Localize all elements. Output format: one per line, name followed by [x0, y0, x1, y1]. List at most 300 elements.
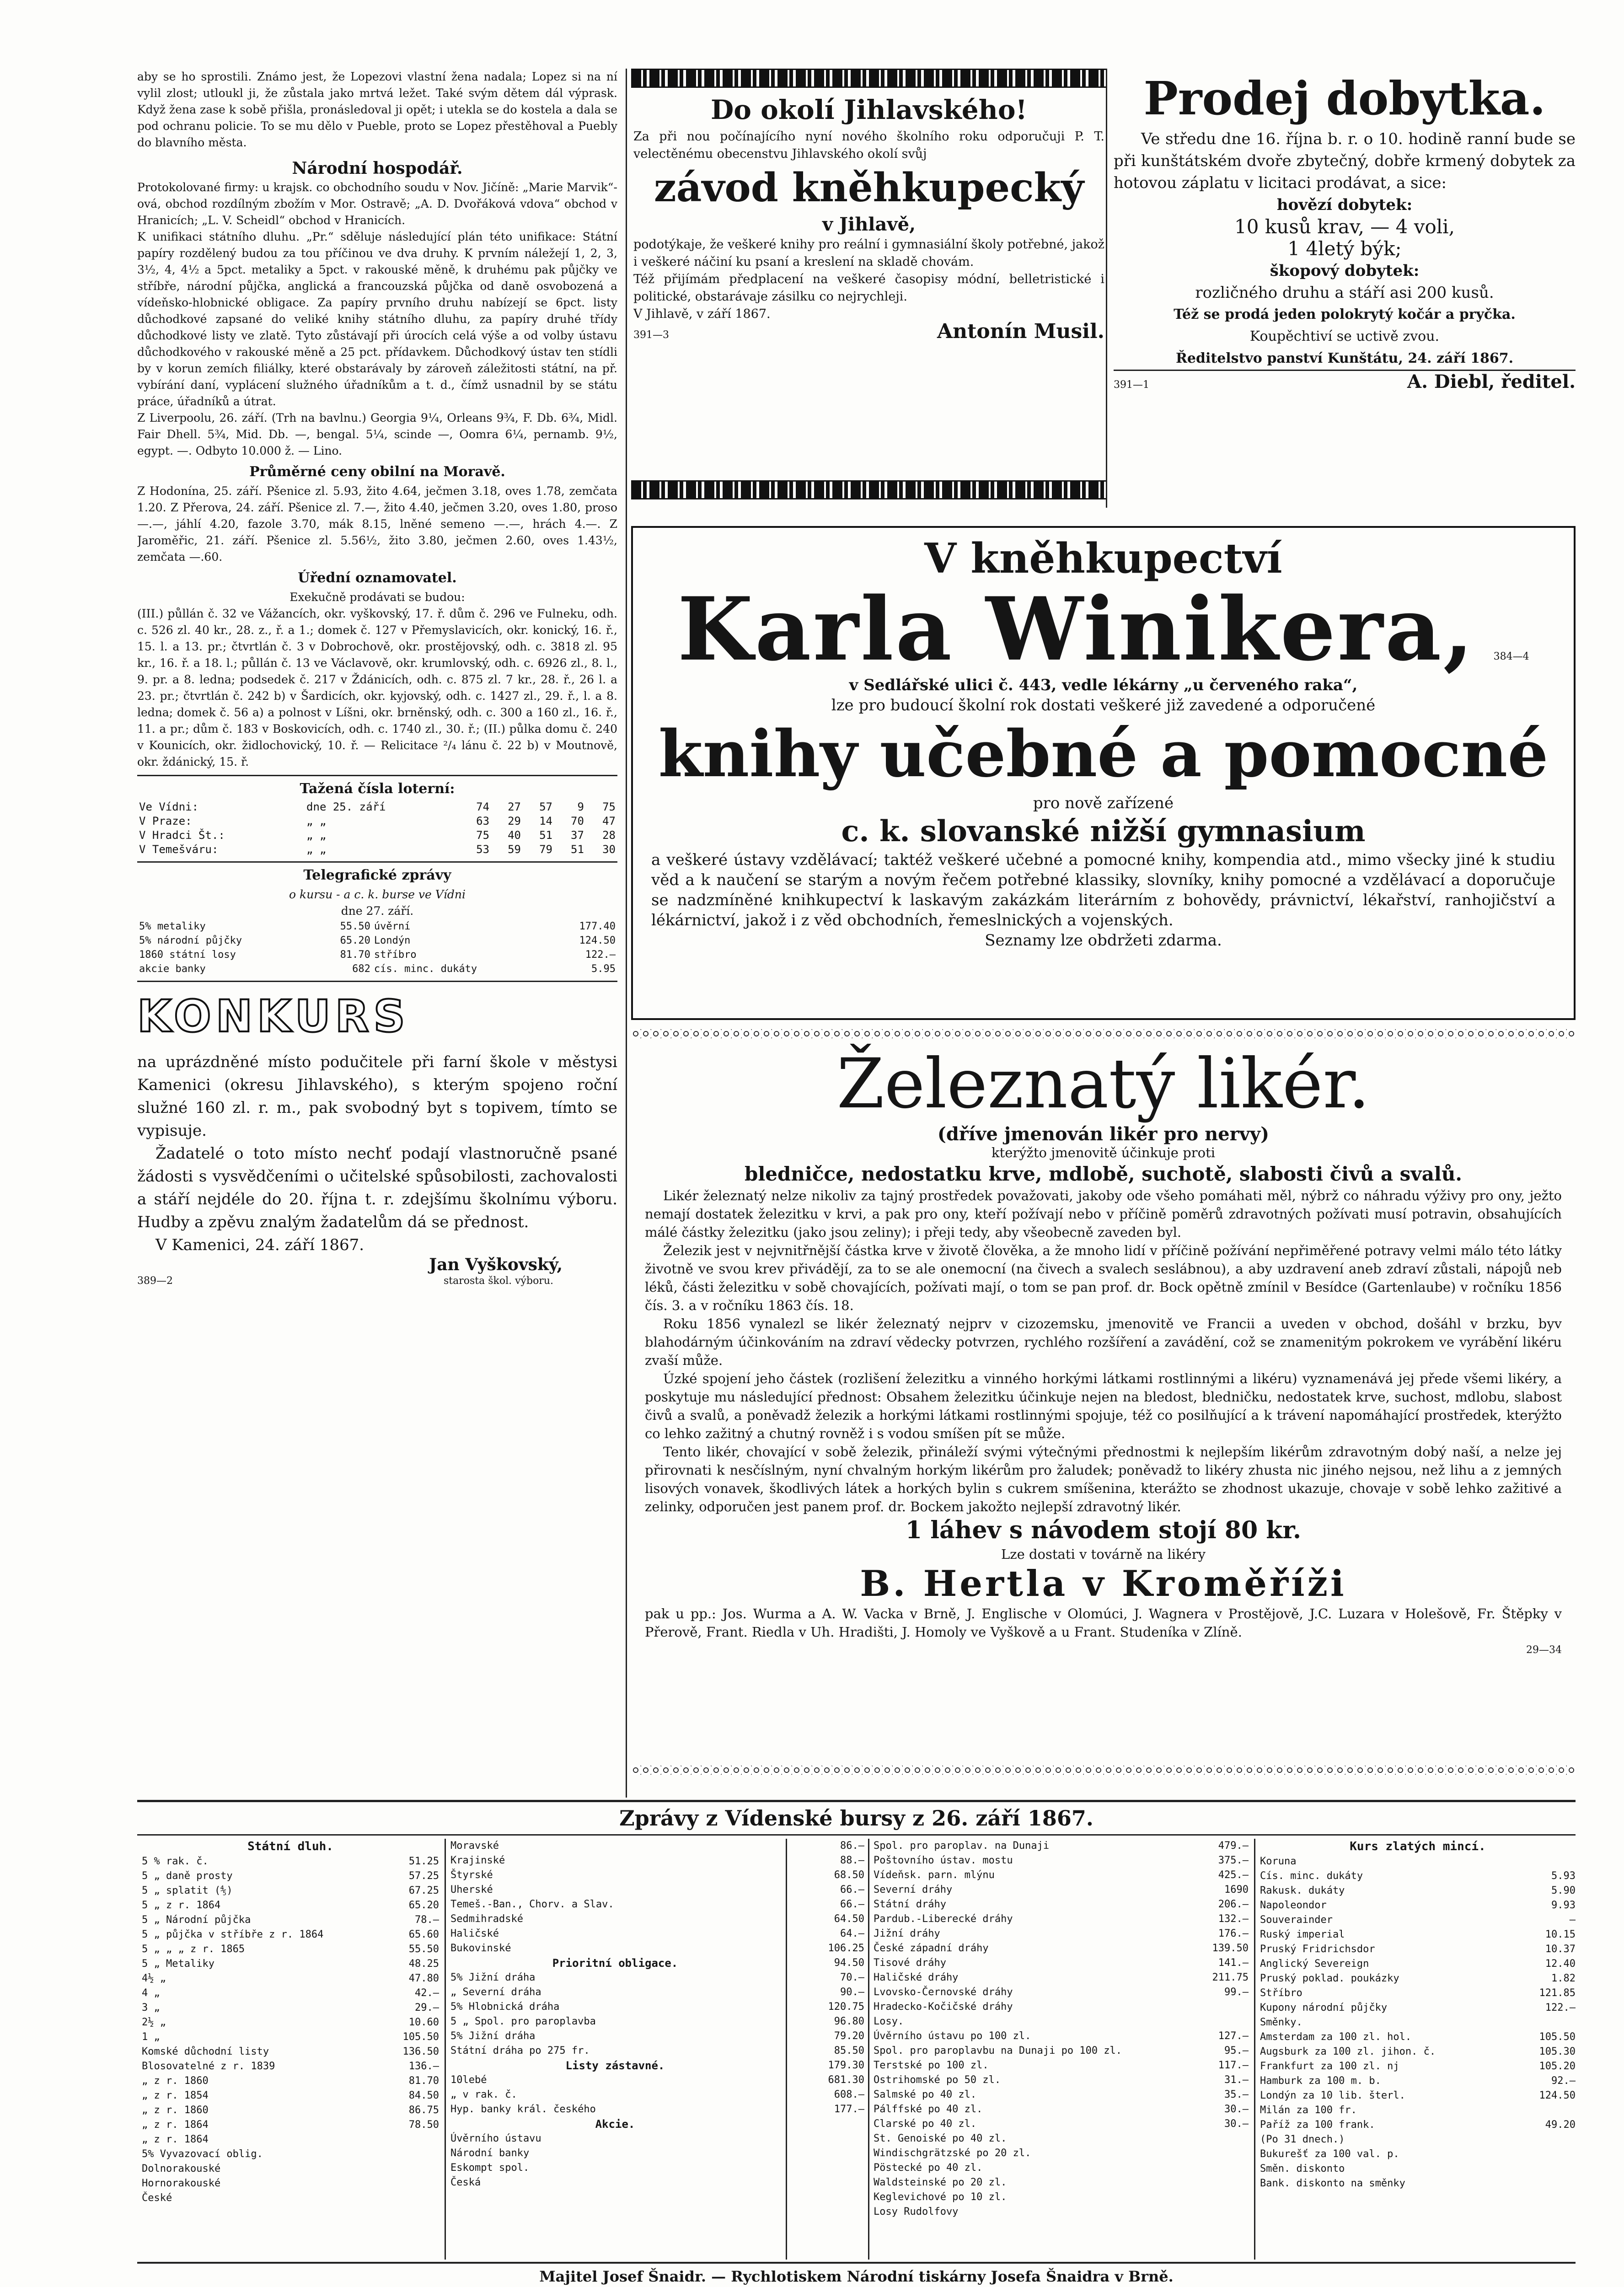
bursa-c4-value: 176.— — [1218, 1928, 1249, 1939]
bursa-c5-value: 5.93 — [1551, 1870, 1576, 1882]
bursa-c1-label: 5 „ daně prosty — [142, 1870, 233, 1882]
bursa-c4-label: Haličské dráhy — [874, 1972, 959, 1983]
bursa-row — [1260, 2001, 1576, 2015]
bursa-c3-value: 120.75 — [828, 2001, 864, 2013]
bursa-c2-row: Státní dráha po 275 fr. — [450, 2045, 590, 2056]
loterie-cell: 47 — [602, 815, 616, 827]
bursa-c2-row: 5% Hlobnická dráha — [450, 2001, 560, 2013]
bursa-c1-value: 57.25 — [408, 1870, 439, 1882]
bursa-c1-value: 81.70 — [408, 2075, 439, 2087]
bursa-row — [874, 1927, 1249, 1941]
liker-sold: Lze dostati v továrně na likéry — [1001, 1546, 1206, 1562]
liker-sub1: (dříve jmenován likér pro nervy) — [937, 1123, 1270, 1145]
bursa-c1-label: 5 „ Metaliky — [142, 1958, 214, 1970]
bursa-col-4 — [874, 1839, 1249, 2260]
telegraf-date: dne 27. září. — [341, 904, 414, 918]
bursa-c5-label: Směn. diskonto — [1260, 2163, 1345, 2174]
telegraf-cell: 682 — [352, 963, 370, 975]
bursa-row — [142, 1986, 439, 2001]
bursa-row — [874, 1897, 1249, 1912]
bursa-c5-label: Hamburk za 100 m. b. — [1260, 2075, 1381, 2087]
winiker-sub: pro nově zařízené — [1033, 794, 1174, 812]
bursa-c4-label: Terstské po 100 zl. — [874, 2060, 989, 2071]
bursa-c2-row: Temeš.-Ban., Chorv. a Slav. — [450, 1899, 614, 1910]
telegraf-row — [137, 948, 617, 962]
liker-sub2: kterýžto jmenovitě účinkuje proti — [991, 1145, 1216, 1160]
bursa-c1-value: 47.80 — [408, 1973, 439, 1984]
bursa-c5-label: Koruna — [1260, 1856, 1297, 1867]
bursa-rule-top — [137, 1800, 1576, 1802]
bursa-col-1 — [142, 1839, 439, 2260]
bursa-c2-row: Úvěrního ústavu — [450, 2133, 541, 2144]
bursa-row — [874, 2058, 1249, 2073]
bursa-row — [142, 1971, 439, 1986]
loterie-cell: 74 — [476, 800, 490, 813]
loterie-cell: 75 — [476, 829, 490, 842]
jihlava-p3: Též přijímám předplacení na veškeré časopisy módní, belletristické i politické, obstarávaje zásilku co nejrychleji. — [633, 272, 1104, 304]
bursa-c4-label: Salmské po 40 zl. — [874, 2089, 977, 2100]
bursa-row — [142, 2001, 439, 2015]
ornament-wave-top — [631, 1029, 1576, 1038]
konkurs-number: 389—2 — [137, 1275, 173, 1287]
bursa-c5-value: 105.50 — [1539, 2031, 1576, 2043]
liker-p1: Likér železnatý nelze nikoliv za tajný prostředek považovati, jakoby ode všeho pomáhati měl, nýbrž co náhradu výživy pro ony, ježto nemají dostatek železitku v krvi, a pak pro ony, kteří požívají nebo v příčině poměrů zdravotných požívati musí potravin, obsahujících málé částky železitku (jako jsou zeliny); i přeji tedy, aby všeobecně zaveden byl. — [645, 1188, 1562, 1240]
bursa-c4-label: Hradecko-Kočičské dráhy — [874, 2001, 1013, 2013]
bursa-c1-label: „ z r. 1864 — [142, 2134, 209, 2145]
bursa-c1-label: Blosovatelné z r. 1839 — [142, 2061, 275, 2072]
bursa-c5-value: 1.82 — [1551, 1973, 1576, 1984]
bursa-c5-value: — — [1569, 1914, 1576, 1926]
dobytek-p4: Ředitelstvo panství Kunštátu, 24. září 1867. — [1175, 350, 1514, 366]
bursa-c1-value: 105.50 — [402, 2031, 439, 2043]
loterie-row — [137, 814, 617, 828]
bursa-row — [874, 1912, 1249, 1927]
dobytek-h2: škopový dobytek: — [1270, 262, 1420, 280]
bursa-row — [874, 2205, 1249, 2219]
bursa-c4-label: Jižní dráhy — [874, 1928, 940, 1939]
loterie-cell: 59 — [508, 843, 521, 856]
bursa-c1-value: 136.50 — [402, 2046, 439, 2057]
bursa-c3-value: 608.— — [834, 2089, 864, 2100]
bursa-row — [874, 2000, 1249, 2014]
bursa-c3-value: 68.50 — [834, 1869, 864, 1881]
ornament-wave-bottom — [631, 1766, 1576, 1775]
bursa-c2-row: Hyp. banky král. českého — [450, 2104, 596, 2115]
bursa-rule-mid — [137, 1834, 1576, 1836]
bursa-c5-label: Paříž za 100 frank. — [1260, 2119, 1375, 2131]
loterie-cell: 57 — [539, 800, 552, 813]
bursa-c1-label: 5 „ půjčka v stříbře z r. 1864 — [142, 1929, 324, 1940]
bursa-row — [1260, 1884, 1576, 1898]
bursa-title: Zprávy z Vídenské bursy z 26. září 1867. — [619, 1806, 1093, 1831]
bursa-row — [874, 1956, 1249, 1970]
loterie-cell: 28 — [602, 829, 616, 842]
loterie-cell: 30 — [602, 843, 616, 856]
loterie-cell: „ „ — [306, 815, 327, 827]
liker-sub3: bledničce, nedostatku krve, mdlobě, suchotě, slabosti čivů a svalů. — [744, 1163, 1463, 1185]
loterie-cell: 29 — [508, 815, 521, 827]
telegraf-cell: 177.40 — [579, 921, 616, 932]
jihlava-city: v Jihlavě, — [822, 214, 916, 235]
bursa-c2-row: Národní banky — [450, 2147, 530, 2159]
bursa-c5-label: Ruský imperial — [1260, 1929, 1345, 1940]
loterie-cell: 70 — [571, 815, 584, 827]
bursa-c2-row: 10lebé — [450, 2074, 487, 2086]
jihlava-big: závod kněhkupecký — [654, 165, 1084, 211]
bursa-c5-value: 5.90 — [1551, 1885, 1576, 1896]
bursa-row — [142, 1942, 439, 1957]
bursa-c1-value: 78.— — [415, 1914, 439, 1926]
liker-number: 29—34 — [1526, 1644, 1562, 1656]
bursa-row — [874, 2117, 1249, 2131]
bursa-c4-label: Waldsteinské po 20 zl. — [874, 2177, 1007, 2188]
dobytek-ad — [1114, 69, 1576, 508]
telegraf-cell: 81.70 — [340, 949, 370, 961]
bursa-row — [874, 1853, 1249, 1868]
dobytek-number: 391—1 — [1114, 379, 1149, 391]
bursa-c1-label: 4½ „ — [142, 1973, 166, 1984]
bursa-col-5 — [1260, 1839, 1576, 2260]
bursa-c4-label: Losy Rudolfovy — [874, 2206, 959, 2217]
telegraf-cell: 5% metaliky — [139, 921, 206, 932]
bursa-row — [142, 2162, 439, 2176]
bursa-c1-title: Státní dluh. — [247, 1840, 333, 1853]
bursa-c3-value: 90.— — [840, 1986, 864, 1998]
bursa-c3-value: 106.25 — [828, 1943, 864, 1954]
bursa-c1-label: 5 % rak. č. — [142, 1856, 209, 1867]
bursa-c1-value: 10.60 — [408, 2017, 439, 2028]
bursa-c2-akcie-title: Akcie. — [595, 2118, 635, 2131]
left-column — [137, 69, 617, 1798]
bursa-c1-value: 65.60 — [408, 1929, 439, 1940]
bursa-c4-label: Severní dráhy — [874, 1884, 953, 1895]
telegraf-cell: cís. minc. dukáty — [374, 963, 477, 975]
bursa-c5-label: Amsterdam za 100 zl. hol. — [1260, 2031, 1412, 2043]
konkurs-p1: na uprázdněné místo podučitele při farní škole v městysi Kamenici (okresu Jihlavského), s kterým spojeno roční služné 160 zl. r. m., pak svobodný byt s topivem, tímto se vypisuje. — [137, 1053, 617, 1140]
bursa-c1-label: 5 „ Národní půjčka — [142, 1914, 251, 1926]
loterie-cell: 40 — [508, 829, 521, 842]
bursa-row — [142, 2059, 439, 2074]
winiker-number: 384—4 — [1493, 651, 1529, 662]
bursa-row — [142, 2176, 439, 2191]
bursa-c1-value: 48.25 — [408, 1958, 439, 1970]
bursa-c4-value: 30.— — [1224, 2104, 1249, 2115]
bursa-row — [874, 1839, 1249, 1853]
hospodar-title: Národní hospodář. — [292, 159, 463, 178]
loterie-cell: 79 — [539, 843, 552, 856]
bursa-c5-label: Kupony národní půjčky — [1260, 2002, 1388, 2013]
bursa-c5-value: 49.20 — [1545, 2119, 1576, 2131]
loterie-cell: V Temešváru: — [139, 843, 219, 856]
bursa-c3-value: 96.80 — [834, 2016, 864, 2027]
bursa-c4-value: 141.— — [1218, 1957, 1249, 1969]
column-rule-mid — [1106, 69, 1107, 508]
bursa-rule-4 — [1254, 1839, 1255, 2260]
bursa-row — [874, 2146, 1249, 2161]
bursa-row — [874, 1883, 1249, 1897]
bursa-c2-row: Česká — [450, 2177, 481, 2188]
bursa-c2-row: Eskompt spol. — [450, 2162, 530, 2174]
liker-p5: Tento likér, chovající v sobě železik, přináleží svými výtečnými přednostmi k nejlepším likérům zdravotným dobý naší, a nelze jej přirovnati k nesčíslným, nyní chvalným horkým likérům pro žaludek; poněvadž to likéry zhusta nic jiného nejsou, než lihu a z jemných lisových vonavek, škodlivých látek a horkých bylin s cukrem smíšenina, kterážto se zhodnost ukazuje, chovaje v sobě lehko zažitivé a zelinky, odporučen jest panem prof. dr. Bockem jakožto nejlepší zdravotný likér. — [645, 1444, 1562, 1514]
telegraf-row — [137, 919, 617, 934]
bursa-row — [1260, 2030, 1576, 2045]
bursa-c1-value: 51.25 — [408, 1856, 439, 1867]
bursa-row — [874, 2014, 1249, 2029]
liker-p2: Železik jest v nejvnitřnější částka krve v životě člověka, a že mnoho lidí v příčině požívání nepřiměřené potravy velmi málo této látky životně ve svou krev přivádějí, za to se ale onemocní (na čivech a svalech seslábnou), a aby uzdravení aneb zdraví zůstali, nápojů neb léků, části železitku v sobě chovajících, požívati mají, o tom se pan prof. dr. Bock opětně zmínil v Besídce (Gartenlaube) v ročníku 1856 čís. 3. a v ročníku 1863 čís. 18. — [645, 1243, 1562, 1313]
bursa-c4-label: Losy. — [874, 2016, 904, 2027]
loterie-cell: 37 — [571, 829, 584, 842]
bursa-c2-row: Haličské — [450, 1928, 499, 1939]
liker-p4: Úzké spojení jeho částek (rozlišení železitku a vinného horkými látkami rostlinnými a likéru) vyznamenává jej přede všemi likéry, a poskytuje mu následující přednost: Obsahem železitku účinkuje nejen na bledost, bledničku, nedostatek krve, suchost, mdlobu, slabost čivů a svalů, a poněvadž železik a horkými látkami rostlinnými spojuje, též co posilňující a k trávení napomáhající prostředek, kterýžto co lehko zažitný a chutný rovněž i s vodou smíšen pít se může. — [645, 1371, 1562, 1441]
loterie-cell: dne 25. září — [306, 800, 386, 813]
bursa-c5-label: Rakusk. dukáty — [1260, 1885, 1345, 1896]
bursa-c4-label: Lvovsko-Černovské dráhy — [874, 1986, 1013, 1998]
winiker-l1: V kněhkupectví — [924, 534, 1282, 583]
bursa-c4-value: 99.— — [1224, 1986, 1249, 1998]
bursa-c2-row: 5% Jižní dráha — [450, 2030, 536, 2042]
telegraf-cell: 55.50 — [340, 921, 370, 932]
dobytek-sign: A. Diebl, ředitel. — [1407, 371, 1576, 392]
bursa-c3-value: 681.30 — [828, 2074, 864, 2086]
bursa-row — [874, 2088, 1249, 2102]
footer-rule — [137, 2262, 1576, 2264]
telegraf-title: Telegrafické zprávy — [303, 867, 451, 883]
loterie-cell: V Hradci Št.: — [139, 829, 225, 842]
bursa-c5-value: 122.— — [1545, 2002, 1576, 2013]
loterie-cell: 75 — [602, 800, 616, 813]
bursa-c1-label: 4 „ — [142, 1987, 160, 1999]
bursa-c3-value: 94.50 — [834, 1957, 864, 1969]
bursa-row — [142, 1854, 439, 1869]
bursa-c2-listy-title: Listy zástavné. — [565, 2059, 665, 2072]
bursa-c5-title: Kurs zlatých mincí. — [1350, 1840, 1486, 1853]
bursa-row — [142, 2088, 439, 2103]
bursa-c3-value: 64.— — [840, 1928, 864, 1939]
telegraf-subtitle: o kursu - a c. k. burse ve Vídni — [289, 888, 466, 901]
jihlava-ad — [633, 91, 1104, 471]
bursa-c5-label: Napoleondor — [1260, 1900, 1327, 1911]
urad-title: Úřední oznamovatel. — [298, 570, 457, 586]
liker-firm: B. Hertla v Kroměříži — [860, 1563, 1347, 1605]
bursa-row — [1260, 2015, 1576, 2030]
bursa-row — [1260, 2132, 1576, 2147]
loterie-cell: 27 — [508, 800, 521, 813]
bursa-row — [1260, 2074, 1576, 2088]
bursa-c4-label: Tisové dráhy — [874, 1957, 946, 1969]
bursa-row — [1260, 2147, 1576, 2162]
bursa-c1-value: 86.75 — [408, 2104, 439, 2116]
bursa-row — [874, 2190, 1249, 2205]
bursa-rule-1 — [445, 1839, 446, 2260]
bursa-c3-value: 177.— — [834, 2104, 864, 2115]
ornament-top — [631, 69, 1107, 88]
bursa-c2-row: Uherské — [450, 1884, 493, 1895]
bursa-c1-value: 136.— — [408, 2061, 439, 2072]
bursa-row — [142, 1898, 439, 1913]
bursa-col-2 — [450, 1839, 780, 2260]
bursa-row — [1260, 1869, 1576, 1884]
bursa-row — [874, 2073, 1249, 2088]
konkurs-date: V Kamenici, 24. září 1867. — [155, 1236, 364, 1254]
bursa-c1-label: 5 „ „ „ z r. 1865 — [142, 1943, 245, 1955]
bursa-row — [1260, 1898, 1576, 1913]
bursa-c5-label: Anglický Severeign — [1260, 1958, 1369, 1970]
bursa-c3-value: 64.50 — [834, 1913, 864, 1925]
bursa-row — [142, 2015, 439, 2030]
bursa-c5-value: 10.37 — [1545, 1943, 1576, 1955]
bursa-c1-value: 55.50 — [408, 1943, 439, 1955]
bursa-c2-row: Sedmihradské — [450, 1913, 523, 1925]
loterie-title: Tažená čísla loterní: — [300, 781, 455, 797]
bursa-c4-value: 95.— — [1224, 2045, 1249, 2056]
bursa-row — [1260, 1927, 1576, 1942]
bursa-row — [874, 1868, 1249, 1883]
bursa-row — [142, 1913, 439, 1927]
bursa-c4-value: 31.— — [1224, 2074, 1249, 2086]
bursa-c4-label: Spol. pro paroplav. na Dunaji — [874, 1840, 1050, 1852]
hospodar-firmy: Protokolované firmy: u krajsk. co obchodního soudu v Nov. Jičíně: „Marie Marvik“-ová, obchod rozdílným zbožím v Mor. Ostravě; „A. D. Dvořáková vdova“ obchod v Hranicích; „L. V. Scheidl“ obchod v Hranicích. — [137, 181, 617, 227]
bursa-c1-value: 67.25 — [408, 1885, 439, 1896]
bursa-c2-row: Krajinské — [450, 1855, 505, 1866]
bursa-c3-value: 85.50 — [834, 2045, 864, 2056]
bursa-c1-label: 5 „ z r. 1864 — [142, 1900, 221, 1911]
bursa-c5-label: Cís. minc. dukáty — [1260, 1870, 1363, 1882]
dobytek-p3: Koupěchtiví se uctivě zvou. — [1249, 328, 1440, 344]
bursa-row — [142, 2030, 439, 2045]
bursa-row — [1260, 1854, 1576, 1869]
bursa-c3-value: 86.— — [840, 1840, 864, 1852]
ornament-bottom — [631, 480, 1107, 499]
bursa-c2-row: „ v rak. č. — [450, 2089, 517, 2100]
bursa-c5-label: (Po 31 dnech.) — [1260, 2134, 1345, 2145]
jihlava-p1: Za při nou počínajícího nyní nového školního roku odporučuji P. T. velectěnému obecenstvu Jihlavského okolí svůj — [633, 129, 1104, 161]
bursa-c3-value: 79.20 — [834, 2030, 864, 2042]
bursa-c5-value: 124.50 — [1539, 2090, 1576, 2101]
dobytek-l3: rozličného druhu a stáří asi 200 kusů. — [1195, 284, 1494, 302]
ceny-title: Průměrné ceny obilní na Moravě. — [249, 464, 505, 480]
bursa-c4-label: St. Genoiské po 40 zl. — [874, 2133, 1007, 2144]
bursa-c5-label: Londýn za 10 lib. šterl. — [1260, 2090, 1405, 2101]
bursa-row — [142, 2045, 439, 2059]
winiker-p3: Seznamy lze obdržeti zdarma. — [985, 931, 1222, 950]
bursa-c4-value: 127.— — [1218, 2030, 1249, 2042]
bursa-c5-label: Směnky. — [1260, 2017, 1302, 2028]
jihlava-number: 391—3 — [633, 329, 669, 341]
bursa-c3-value: 66.— — [840, 1884, 864, 1895]
bursa-row — [142, 1884, 439, 1898]
bursa-c1-value: 65.20 — [408, 1900, 439, 1911]
bursa-row — [142, 1957, 439, 1971]
bursa-c2-row: 5% Jižní dráha — [450, 1972, 536, 1983]
winiker-big: knihy učebné a pomocné — [658, 717, 1549, 792]
bursa-c5-label: Pruský Fridrichsdor — [1260, 1943, 1375, 1955]
bursa-c1-label: Hornorakouské — [142, 2178, 221, 2189]
bursa-c5-label: Augsburk za 100 zl. jihon. č. — [1260, 2046, 1436, 2057]
bursa-row — [874, 1970, 1249, 1985]
bursa-c4-label: Úvěrního ústavu po 100 zl. — [874, 2030, 1031, 2042]
bursa-rule-3 — [868, 1839, 869, 2260]
loterie-row — [137, 843, 617, 857]
konkurs-p2: Žadatelé o toto místo nechť podají vlastnoručně psané žádosti s vysvědčeními o učitelské spůsobilosti, zachovalosti a stáří nejdéle do 20. října t. r. zdejšímu školnímu výboru. Hudby a zpěvu znalým žadatelům dá se přednost. — [137, 1144, 617, 1231]
bursa-c2-row: 5 „ Spol. pro paroplavba — [450, 2016, 596, 2027]
loterie-cell: Ve Vídni: — [139, 800, 199, 813]
bursa-c4-label: Pálffské po 40 zl. — [874, 2104, 983, 2115]
bursa-row — [142, 1927, 439, 1942]
winiker-school: c. k. slovanské nižší gymnasium — [841, 814, 1366, 848]
bursa-c4-label: Spol. pro paroplavbu na Dunaji po 100 zl. — [874, 2045, 1122, 2056]
bursa-c5-label: Souverainder — [1260, 1914, 1333, 1926]
bursa-row — [874, 1941, 1249, 1956]
bursa-c2-row: Štyrské — [450, 1869, 493, 1881]
bursa-c5-value: 9.93 — [1551, 1900, 1576, 1911]
winiker-p2: a veškeré ústavy vzdělávací; taktéž veškeré učebné a pomocné knihy, kompendia atd., mimo všecky jiné k studiu věd a k naučení se starým a novým řečem potřebné klassiky, slovníky, knihy pomocné a vzdělávací a doporučuje se nadzmíněné knihkupectví k laskavým zakázkám literárním z bohovědy, právnictví, lékařství, ranhojičství a lékárnictví, jakož i z věd obchodních, řemeslnických a vojenských. — [651, 851, 1555, 929]
telegraf-cell: 124.50 — [579, 935, 616, 946]
bursa-c1-label: „ z r. 1860 — [142, 2075, 209, 2087]
bursa-c1-label: Komské důchodní listy — [142, 2046, 269, 2057]
telegraf-cell: Londýn — [374, 935, 411, 946]
jihlava-title: Do okolí Jihlavského! — [710, 94, 1027, 125]
bursa-c2-row: „ Severní dráha — [450, 1986, 541, 1998]
liker-price: 1 láhev s návodem stojí 80 kr. — [905, 1516, 1302, 1544]
column-rule-left — [626, 69, 627, 1798]
bursa-c4-value: 117.— — [1218, 2060, 1249, 2071]
bursa-row — [1260, 1971, 1576, 1986]
bursa-rule-2 — [786, 1839, 787, 2260]
bursa-c2-prior-title: Prioritní obligace. — [552, 1957, 678, 1970]
bursa-c2-row: Moravské — [450, 1840, 499, 1852]
bursa-c1-value: 42.— — [415, 1987, 439, 1999]
bursa-c4-label: Pöstecké po 40 zl. — [874, 2162, 983, 2174]
telegraf-cell: 65.20 — [340, 935, 370, 946]
bursa-row — [1260, 2088, 1576, 2103]
bursa-c4-label: Pardub.-Liberecké dráhy — [874, 1913, 1013, 1925]
bursa-row — [1260, 1942, 1576, 1957]
bursa-row — [1260, 2162, 1576, 2176]
bursa-c5-value: 12.40 — [1545, 1958, 1576, 1970]
bursa-c1-label: „ z r. 1864 — [142, 2119, 209, 2131]
bursa-row — [874, 2175, 1249, 2190]
bursa-c3-value: 88.— — [840, 1855, 864, 1866]
loterie-cell: 51 — [571, 843, 584, 856]
bursa-c4-value: 139.50 — [1212, 1943, 1249, 1954]
bursa-row — [142, 1869, 439, 1884]
loterie-cell: 51 — [539, 829, 552, 842]
bursa-c5-label: Bukurešť za 100 val. p. — [1260, 2148, 1399, 2160]
winiker-p1: lze pro budoucí školní rok dostati veškeré již zavedené a odporučené — [831, 696, 1376, 714]
bursa-c5-value: 10.15 — [1545, 1929, 1576, 1940]
loterie-cell: 9 — [577, 800, 584, 813]
liker-ad — [631, 1043, 1576, 1756]
dobytek-p2: Též se prodá jeden polokrytý kočár a pryčka. — [1174, 306, 1516, 322]
bursa-c4-label: Keglevichové po 10 zl. — [874, 2191, 1007, 2203]
winiker-ad — [631, 526, 1576, 1020]
bursa-row — [1260, 2103, 1576, 2118]
bursa-c4-label: Ostrihomské po 50 zl. — [874, 2074, 1001, 2086]
bursa-row — [1260, 1913, 1576, 1927]
urad-subtitle: Exekučně prodávati se budou: — [289, 591, 465, 604]
bursa-c5-label: Frankfurt za 100 zl. nj — [1260, 2061, 1399, 2072]
telegraf-cell: 5.95 — [591, 963, 616, 975]
hospodar-dluh: K unifikaci státního dluhu. „Pr.“ sděluje následující plán této unifikace: Státní papíry rozdělený budou za tou příčinou ve dva druhy. K prvním náležejí 1, 2, 3, 3½, 4, 4½ a 5pct. metaliky a 5pct. v rakouské měně, k druhému pak půjčky ve stříbře, národní půjčka, anglická a francouzská půjčka od daně osvobozená a vídeňsko-hlobnické obligace. Za papíry prvního druhu nabízejí se 6pct. listy důchodkové zapsané do veliké knihy státního dluhu, za papíry druhé třídy důchodkové listy ve zlatě. Tyto zůstávají při úrocích celá výše a od volby ústavu důchodkového v rakouské měně a 25 pct. přídavkem. Důchodkový ústav ten stídli by v korun zemích filiálky, které obstarávaly by zároveň záležitosti státní, na př. vybírání daní, vyplácení služného úřadníkům a t. d., čímž usnadnil by se státu práce, úřadníků a útrat. — [137, 230, 617, 408]
loterie-cell: V Praze: — [139, 815, 192, 827]
bursa-c5-value: 105.20 — [1539, 2061, 1576, 2072]
bursa-c1-label: „ z r. 1854 — [142, 2090, 209, 2101]
liker-p3: Roku 1856 vynalezl se likér železnatý nejprv v cizozemsku, jmenovitě ve Francii a uveden v obchod, došáhl v brzku, byv blahodárným účinkováním na zdraví vědecky potvrzen, rychlého rozšíření a zavádění, což se znamenitým pokrokem ve vyrábění likéru zvaší může. — [645, 1316, 1562, 1368]
telegraf-table — [137, 919, 617, 976]
liker-p6: pak u pp.: Jos. Wurma a A. W. Vacka v Brně, J. Englische v Olomúci, J. Wagnera v Prostějově, J.C. Luzara v Holešově, Fr. Štěpky v Přerově, Frant. Riedla v Uh. Hradišti, J. Homoly ve Vyškově a u Frant. Studeníka v Zlíně. — [645, 1606, 1562, 1640]
bursa-row — [874, 2161, 1249, 2175]
winiker-name: Karla Winikera, — [677, 578, 1475, 680]
